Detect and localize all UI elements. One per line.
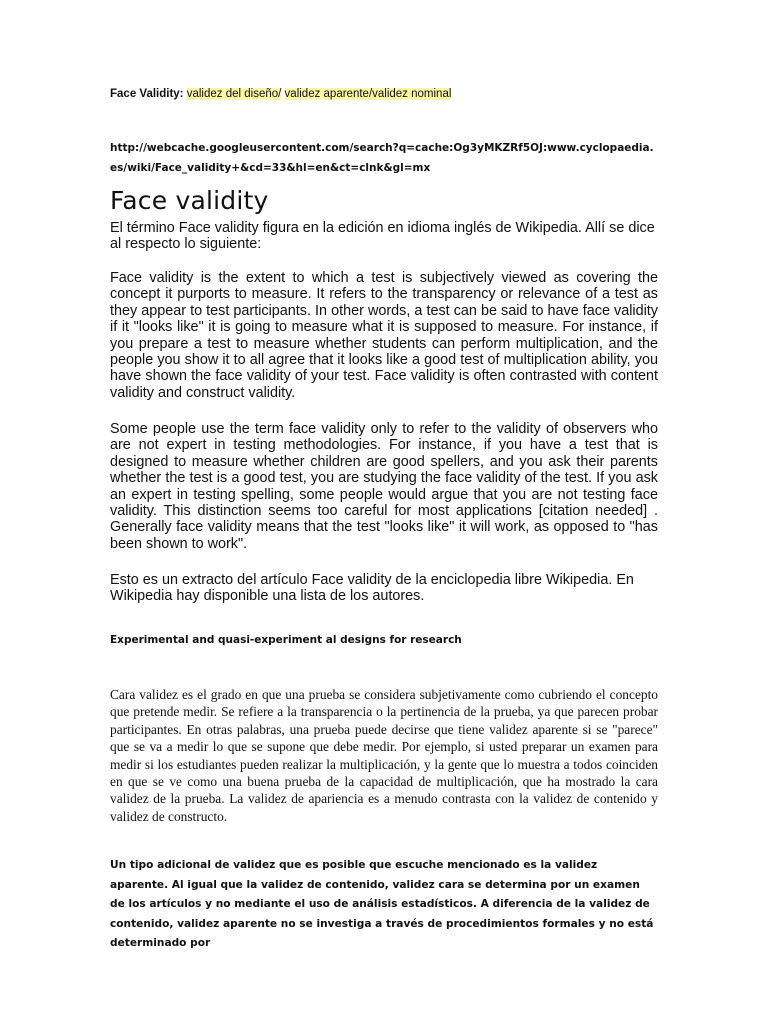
face-validity-label: Face Validity:	[110, 88, 184, 100]
closing-paragraph: Un tipo adicional de validez que es posible que escuche mencionado es la validez aparente. Al igual que la validez de contenido, validez cara se determina por un examen de los artículos y no mediante el uso de análisis estadísticos. A diferencia de la validez de contenido, validez aparente no se investiga a través de procedimientos formales y no está determinado por	[110, 859, 654, 949]
spanish-translation-paragraph: Cara validez es el grado en que una prueba se considera subjetivamente como cubriendo el concepto que pretende medir. Se refiere a la transparencia o la pertinencia de la prueba, ya que parecen probar participantes. En otras palabras, una prueba puede decirse que tiene validez aparente si se "parece" que se va a medir lo que se supone que debe medir. Por ejemplo, si usted preparar un examen para medir si los estudiantes pueden realizar la multiplicación, y la gente que lo muestra a todos coinciden en que se ve como una buena prueba de la capacidad de multiplicación, que ha mostrado la cara validez de la prueba. La validez de apariencia es a menudo contrasta con la validez de contenido y validez de constructo.	[110, 687, 658, 824]
page-title: Face validity	[110, 186, 269, 215]
observers-paragraph: Some people use the term face validity only to refer to the validity of observers who are not expert in testing methodologies. For instance, if you have a test that is designed to measure whether children are good spellers, and you ask their parents whether the test is a good test, you are studying the face validity of the test. If you ask an expert in testing spelling, some people would argue that you are not testing face validity. This distinction seems too careful for most applications [citation needed] . Generally face validity means that the test "looks like" it will work, as opposed to "has been shown to work".	[110, 421, 658, 552]
highlight-validez-diseno: validez del diseño/	[186, 88, 282, 100]
extract-note-paragraph: Esto es un extracto del artículo Face validity de la enciclopedia libre Wikipedia. En Wikipedia hay disponible una lista de los autores.	[110, 572, 634, 605]
face-validity-title-line	[110, 86, 658, 102]
highlight-validez-aparente: validez aparente/validez nominal	[284, 88, 452, 100]
section-subheading: Experimental and quasi-experiment al designs for research	[110, 634, 462, 646]
definition-paragraph: Face validity is the extent to which a test is subjectively viewed as covering the concept it purports to measure. It refers to the transparency or relevance of a test as they appear to test participants. In other words, a test can be said to have face validity if it "looks like" it is going to measure what it is supposed to measure. For instance, if you prepare a test to measure whether students can perform multiplication, and the people you show it to all agree that it looks like a good test of multiplication ability, you have shown the face validity of your test. Face validity is often contrasted with content validity and construct validity.	[110, 270, 658, 401]
intro-paragraph: El término Face validity figura en la edición en idioma inglés de Wikipedia. Allí se dice al respecto lo siguiente:	[110, 220, 655, 253]
source-url: http://webcache.googleusercontent.com/search?q=cache:Og3yMKZRf5OJ:www.cyclopaedia.es/wiki/Face_validity+&cd=33&hl=en&ct=clnk&gl=mx	[110, 142, 654, 174]
